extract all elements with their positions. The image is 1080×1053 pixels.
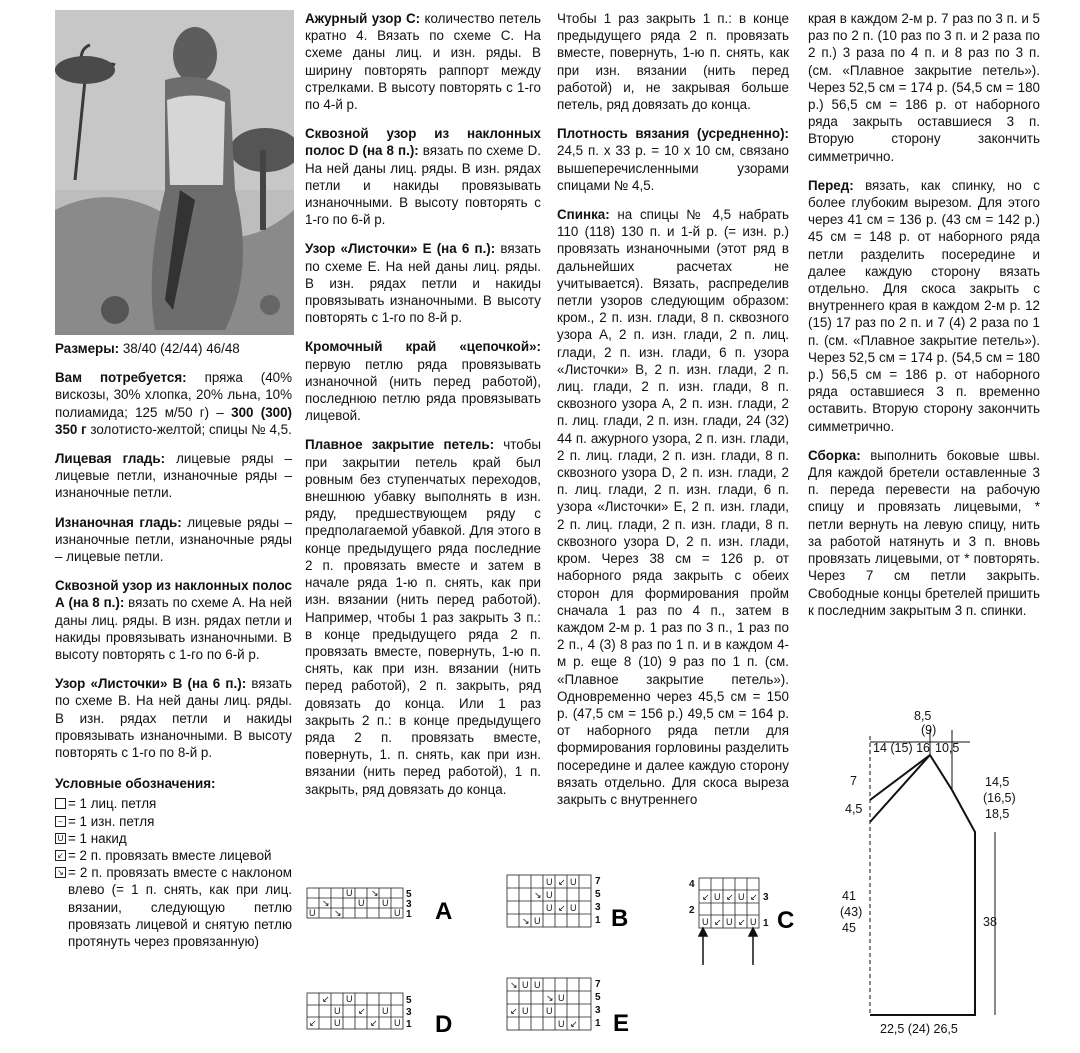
model-photo (55, 10, 294, 335)
row-number: 4 (689, 879, 695, 890)
materials: Вам потребуется: пряжа (40% вискозы, 30% хлопка, 20% льна, 10% полиамида; 125 м/50 г) – 300 (300) 350 г золотисто-желтой; спицы № 4,5. (55, 370, 292, 437)
row-number: 5 (406, 889, 412, 900)
svg-text:U: U (714, 892, 721, 902)
back-neckline (870, 755, 930, 800)
chart-e (505, 975, 645, 1037)
dim-armhole-3: 18,5 (985, 807, 1010, 821)
svg-text:U: U (334, 1018, 341, 1028)
svg-text:U: U (309, 908, 316, 918)
ssk-symbol-icon: ↘ (55, 867, 66, 878)
sizes: Размеры: 38/40 (42/44) 46/48 (55, 341, 240, 356)
svg-text:U: U (346, 994, 353, 1004)
chart-c (683, 870, 813, 970)
svg-text:U: U (702, 917, 709, 927)
svg-text:U: U (394, 908, 401, 918)
row-number: 1 (595, 1018, 601, 1029)
purl-symbol-icon: – (55, 816, 66, 827)
svg-text:↙: ↙ (309, 1018, 317, 1028)
row-number: 1 (406, 1019, 412, 1030)
legend-item: – = 1 изн. петля (55, 813, 292, 830)
svg-text:U: U (570, 903, 577, 913)
legend (55, 795, 292, 950)
dim-front-height-1: 41 (842, 889, 856, 903)
back-instructions: Спинка: на спицы № 4,5 набрать 110 (118) 130 п. и 1-й р. (= изн. р.) провязать изнаночными (этот ряд в дальнейших расчетах не учитывается). Вязать, распределив петли узоров следующим образом: кром., 2 п. изн. глади, 8 п. сквозного узора А, 2 п. изн. глади, 2 п. лиц. глади, 2 п. изн. глади, 6 п. узора «Листочки» В, 2 п. изн. глади, 2 п. лиц. глади, 2 п. изн. глади, 8 п. сквозного узора А, 2 п. изн. глади, 2 п. лиц. глади, 2 п. изн. глади, 24 (32) 44 п. ажурного узора, 2 п. изн. глади, 2 п. лиц. глади, 2 п. изн. глади, 8 п. сквозного узора D, 2 п. изн. глади, 2 п. лиц. глади, 2 п. изн. глади, 6 п. узора «Листочки» Е, 2 п. изн. глади, 2 п. лиц. глади, 2 п. изн. глади, 8 п. сквозного узора D, 2 п. изн. глади, кром. Через 38 см = 126 р. от наборного ряда закрыть с обеих сторон для формирования пройм сначала 1 раз по 4 п., затем в каждом 2-м р. 1 раз по 3 п., 1 раз по 2 п., 4 (3) 8 раз по 1 п. и в каждом 4-м р. еще 8 (10) 9 раз по 1 п. (см. «Плавное закрытие петель»). Одновременно через 45,5 см = 150 р. (47,5 см = 156 р.) 49,5 см = 164 р. от наборного ряда петли для формирования горловины разделить посередине и далее каждую сторону вязать отдельно. Для скоса выреза закрыть с внутреннего (557, 207, 789, 807)
svg-text:↙: ↙ (370, 1018, 378, 1028)
knit-symbol-icon (55, 798, 66, 809)
dim-top-left: 14 (15) 16 (873, 741, 930, 755)
svg-text:U: U (522, 980, 529, 990)
svg-text:U: U (558, 993, 565, 1003)
row-number: 1 (595, 915, 601, 926)
row-number: 1 (406, 909, 412, 920)
chain-edge: Кромочный край «цепочкой»: первую петлю ряда провязывать изнаночной (нить перед работой), последнюю петлю ряда провязывать лицевой. (305, 339, 541, 424)
dim-armhole-1: 14,5 (985, 775, 1010, 789)
svg-text:U: U (546, 1006, 553, 1016)
row-number: 3 (595, 902, 601, 913)
column-4 (808, 10, 1040, 631)
pattern-d: Сквозной узор из наклонных полос D (на 8 п.): вязать по схеме D. На ней даны лиц. ряды. В изн. рядах петли и накиды провязывать изнаночными. В высоту повторять с 1-го по 6-й р. (305, 126, 541, 228)
svg-text:↙: ↙ (714, 917, 722, 927)
chart-letter: E (613, 1010, 630, 1037)
reverse-stockinette: Изнаночная гладь: лицевые ряды – изнаночные петли, изнаночные ряды – лицевые петли. (55, 514, 293, 565)
svg-text:↘: ↘ (371, 888, 379, 898)
dim-top-width-alt: (9) (921, 723, 937, 737)
chart-letter: B (611, 905, 629, 932)
front-neckline (870, 755, 930, 822)
k2tog-symbol-icon: ↙ (55, 850, 66, 861)
svg-text:↙: ↙ (358, 1006, 366, 1016)
stockinette: Лицевая гладь: лицевые ряды – лицевые петли, изнаночные ряды – изнаночные петли. (55, 451, 293, 501)
svg-text:U: U (570, 877, 577, 887)
smooth-bindoff-cont: Чтобы 1 раз закрыть 1 п.: в конце предыдущего ряда 2 п. провязать вместе, повернуть, 1-ю п. снять, как при изн. вязании (нить перед работой) и, не закрывая больше петель, ряд довязать до конца. (557, 11, 789, 113)
chart-letter: A (435, 898, 453, 925)
dim-bottom-width: 22,5 (24) 26,5 (880, 1022, 958, 1036)
svg-text:↙: ↙ (322, 994, 330, 1004)
svg-text:↙: ↙ (726, 892, 734, 902)
front-instructions: Перед: вязать, как спинку, но с более глубоким вырезом. Для этого через 41 см = 136 р. (43 см = 142 р.) 45 см = 148 р. от наборного ряда петли разделить посередине и далее каждую сторону вязать отдельно. Для скоса закрыть с внутреннего края в каждом 2-м р. 12 (15) 17 раз по 2 п. и 7 (4) 2 раза по 1 п. (см. «Плавное закрытие петель»). Через 52,5 см = 174 р. (54,5 см = 180 р.) 56,5 см = 186 р. от наборного ряда оставшиеся 3 п. временно оставить. Вторую сторону закончить симметрично. (808, 177, 1040, 434)
pattern-b: Узор «Листочки» В (на 6 п.): вязать по схеме В. На ней даны лиц. ряды. В изн. рядах петли и накиды провязывать изнаночными. В высоту повторять с 1-го по 8-й р. (55, 676, 292, 761)
svg-text:U: U (346, 888, 353, 898)
back-instructions-cont: края в каждом 2-м р. 7 раз по 3 п. и 5 раз по 2 п. (10 раз по 3 п. и 2 раза по 2 п.) 3 раза по 4 п. и 8 раз по 3 п. (см. «Плавное закрытие петель»). Через 52,5 см = 174 р. (54,5 см = 180 р.) 56,5 см = 186 р. от наборного ряда закрыть оставшиеся 3 п. Вторую сторону закончить симметрично. (808, 11, 1040, 164)
svg-text:U: U (546, 877, 553, 887)
row-number: 1 (763, 918, 769, 929)
chart-letter: C (777, 907, 795, 934)
garment-schematic (830, 700, 1070, 1045)
garment-outline (870, 755, 975, 1015)
svg-text:U: U (558, 1019, 565, 1029)
gauge: Плотность вязания (усредненно): 24,5 п. х 33 р. = 10 х 10 см, связано вышеперечисленными узорами спицами № 4,5. (557, 126, 789, 193)
dim-armhole-2: (16,5) (983, 791, 1016, 805)
row-number: 7 (595, 876, 601, 887)
svg-text:U: U (382, 1006, 389, 1016)
dim-side-height: 38 (983, 915, 997, 929)
legend-item: = 1 лиц. петля (55, 795, 292, 812)
pattern-e: Узор «Листочки» Е (на 6 п.): вязать по схеме Е. На ней даны лиц. ряды. В изн. рядах петли и накиды провязывать изнаночными. В высоту повторять с 1-го по 8-й р. (305, 241, 541, 326)
svg-text:↙: ↙ (558, 877, 566, 887)
dim-neck-back: 7 (850, 774, 857, 788)
row-number: 3 (595, 1005, 601, 1016)
svg-text:U: U (726, 917, 733, 927)
dim-neck-front: 4,5 (845, 802, 863, 816)
repeat-arrow-left-head (699, 928, 707, 936)
svg-text:U: U (534, 916, 541, 926)
svg-text:↘: ↘ (522, 916, 530, 926)
chart-b (505, 872, 645, 932)
column-2 (305, 10, 541, 810)
dim-top-width: 8,5 (914, 709, 932, 723)
svg-text:U: U (382, 898, 389, 908)
yarn-over-symbol-icon: U (55, 833, 66, 844)
svg-text:↘: ↘ (510, 980, 518, 990)
dim-top-right: 10,5 (935, 741, 960, 755)
legend-title: Условные обозначения: (55, 776, 216, 792)
legend-item: U = 1 накид (55, 830, 292, 847)
row-number: 3 (763, 892, 769, 903)
chart-letter: D (435, 1011, 453, 1038)
svg-text:U: U (522, 1006, 529, 1016)
svg-text:U: U (534, 980, 541, 990)
row-number: 2 (689, 905, 695, 916)
svg-text:↘: ↘ (334, 908, 342, 918)
legend-item: ↘ = 2 п. провязать вместе с наклоном влево (= 1 п. снять, как при лиц. вязании, следующую петлю провязать лицевой и снятую петлю протянуть через провязанную) (55, 864, 292, 950)
row-number: 5 (406, 995, 412, 1006)
svg-text:↙: ↙ (750, 892, 758, 902)
chart-a (305, 885, 465, 935)
svg-text:U: U (546, 890, 553, 900)
chart-d (305, 990, 465, 1040)
svg-text:U: U (334, 1006, 341, 1016)
smooth-bindoff: Плавное закрытие петель: чтобы при закрытии петель край был ровным без ступенчатых переходов, внешнюю убавку выполнять в изн. ряду, предшествующем ряду с предполагаемой убавкой. Для этого в конце предыдущего ряда последние 2 п. провязать вместе и затем в начале ряда 1-ю п. снять, как при изн. вязании (нить перед работой). Например, чтобы 1 раз закрыть 3 п.: в конце предыдущего ряда 2 п. провязать вместе, повернуть, 1-ю п. снять, как при изн. вязании (нить перед работой), 2 п. закрыть, ряд довязать до конца. Или 1 раз закрыть 2 п.: в конце предыдущего ряда 2 п. провязать вместе, повернуть, 1. п. снять, как при изн. вязании (нить перед работой), 1 п. закрыть, ряд довязать до конца. (305, 437, 542, 797)
pattern-c: Ажурный узор С: количество петель кратно 4. Вязать по схеме С. На схеме даны лиц. и изн. ряды. В ширину повторять раппорт между стрелками. В высоту повторять с 1-го по 4-й р. (305, 11, 541, 113)
svg-text:↘: ↘ (546, 993, 554, 1003)
column-1 (55, 340, 292, 950)
svg-text:↙: ↙ (702, 892, 710, 902)
assembly: Сборка: выполнить боковые швы. Для каждой бретели оставленные 3 п. переда перевести на рабочую спицу и провязать лицевыми, * петли вернуть на левую спицу, нить за работой натянуть и 3 п. вновь провязать лицевыми, от * повторять. Через 7 см петли закрыть. Свободные концы бретелей пришить к последним закрытым 3 п. спинки. (808, 447, 1040, 618)
svg-text:U: U (546, 903, 553, 913)
column-3 (557, 10, 789, 820)
dim-front-height-3: 45 (842, 921, 856, 935)
svg-text:↘: ↘ (534, 890, 542, 900)
svg-text:U: U (358, 898, 365, 908)
legend-item: ↙ = 2 п. провязать вместе лицевой (55, 847, 292, 864)
svg-text:U: U (750, 917, 757, 927)
svg-text:↙: ↙ (738, 917, 746, 927)
row-number: 7 (595, 979, 601, 990)
svg-text:↙: ↙ (570, 1019, 578, 1029)
dim-front-height-2: (43) (840, 905, 863, 919)
svg-text:↙: ↙ (510, 1006, 518, 1016)
svg-text:↘: ↘ (322, 898, 330, 908)
pattern-a: Сквозной узор из наклонных полос А (на 8 п.): вязать по схеме А. На ней даны лиц. ряды. В изн. рядах петли и накиды провязывать изнаночными. В высоту повторять с 1-го по 6-й р. (55, 578, 292, 663)
svg-text:↙: ↙ (558, 903, 566, 913)
row-number: 3 (406, 899, 412, 910)
row-number: 3 (406, 1007, 412, 1018)
svg-text:U: U (738, 892, 745, 902)
repeat-arrow-right-head (749, 928, 757, 936)
row-number: 5 (595, 992, 601, 1003)
svg-text:U: U (394, 1018, 401, 1028)
row-number: 5 (595, 889, 601, 900)
